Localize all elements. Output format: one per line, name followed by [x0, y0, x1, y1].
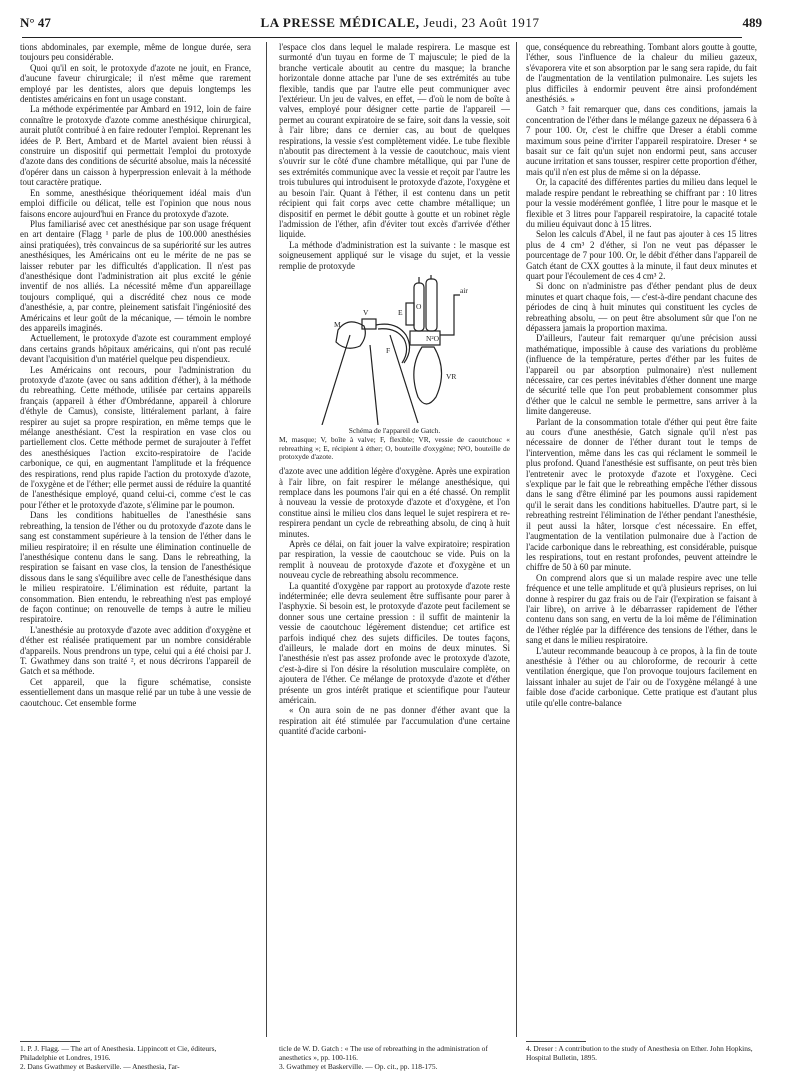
issue-number: N° 47 [20, 15, 51, 30]
issue-date: Jeudi, 23 Août 1917 [423, 15, 540, 30]
paragraph: Quoi qu'il en soit, le protoxyde d'azote ne jouit, en France, d'aucune faveur chirurgicale; il n'est même que rarement employé par les dentistes, alors que depuis longtemps les dentistes américains en font un usage constant. [20, 62, 251, 105]
footnote-rule [20, 1041, 80, 1042]
paragraph: L'anesthésie au protoxyde d'azote avec addition d'oxygène et d'éther est réalisée pratiquement par un nombre considérable d'appareils. Nous prendrons un type, celui qui a été choisi par J. T. Gwathmey dans son traité ², et nous décrirons l'appareil de Gatch et sa méthode. [20, 624, 251, 677]
column-right [526, 42, 757, 1037]
journal-title: LA PRESSE MÉDICALE, [260, 15, 420, 30]
footnote: 3. Gwathmey et Baskerville. — Op. cit., pp. 118-175. [279, 1062, 438, 1071]
footnote: ticle de W. D. Gatch : « The use of rebreathing in the administration of anesthetics », pp. 100-116. [279, 1044, 488, 1062]
paragraph: Si donc on n'administre pas d'éther pendant plus de deux minutes et quart chaque fois, — c'est-à-dire pendant chacune des périodes de cinq à huit minutes qui constituent les cycles de rebreathing absolu, — on peut être absolument sûr que l'on ne dépassera jamais la proportion maxima. [526, 281, 757, 333]
footnotes-right [526, 1044, 757, 1062]
paragraph: « On aura soin de ne pas donner d'éther avant que la respiration ait été stimulée par l'accumulation d'une certaine quantité d'acide carboni- [279, 705, 510, 737]
paragraph: Dans les conditions habituelles de l'anesthésie sans rebreathing, la tension de l'éther ou du protoxyde d'azote dans le sang est constamment supérieure à la tension de l'éther dans le milieu respiratoire; il en résulte une élimination continuelle de l'anesthésique contenu dans le sang. Dans le rebreathing, la respiration se faisant en vase clos, la tension de l'anesthésique dissous dans le sang s'équilibre avec celle de l'anesthésique dans le milieu respiratoire. L'élimination est réduite, partant la consommation. Bien entendu, le rebreathing n'est pas employé de façon continue; on renouvelle de temps à autre le milieu respiratoire. [20, 510, 251, 625]
figure-label: V [362, 307, 368, 317]
paragraph: que, conséquence du rebreathing. Tombant alors goutte à goutte, l'éther, sous l'influence de la chaleur du milieu gazeux, s'évaporera vite et son absorption par le sang sera rapide, du fait de l'augmentation de la ventilation pulmonaire. Les sujets les plus difficiles à endormir peuvent être ainsi profondément anesthésiés. » [526, 42, 757, 105]
header-rule [22, 37, 742, 38]
footnotes-left [20, 1044, 251, 1071]
footnote: 2. Dans Gwathmey et Baskerville. — Anesthesia, l'ar- [20, 1062, 180, 1071]
running-header [0, 15, 800, 37]
figure-label: N²O [425, 333, 439, 343]
paragraph: Cet appareil, que la figure schématise, consiste essentiellement dans un masque relié par un tube à une vessie de caoutchouc. Cet ensemble forme [20, 676, 251, 708]
paragraph: Or, la capacité des différentes parties du milieu dans lequel le malade respire pendant le rebreathing se chiffrant par : 10 litres pour la vessie modérément gonflée, 1 litre pour le masque et le flexible et 3 litres pour l'appareil respiratoire, la capacité totale du milieu équivaut donc à 15 litres. [526, 177, 757, 229]
figure-label: M [333, 319, 341, 329]
paragraph: Selon les calculs d'Abel, il ne faut pas ajouter à ces 15 litres plus de 4 cm³ 2 d'éther, si l'on ne veut pas dépasser le pourcentage de 7 pour 100. Or, le débit d'éther dans l'appareil de Gatch étant de CXX gouttes à la minute, il faut deux minutes et quart pour l'écoulement de ces 4 cm³ 2. [526, 229, 757, 281]
paragraph: On comprend alors que si un malade respire avec une telle fréquence et une telle amplitude et qu'à plusieurs reprises, on lui donne à respirer du gaz frais ou de l'air (l'expiration se faisant à l'air libre), on arrive à le débarrasser rapidement de l'éther contenu dans son sang, en vertu de la loi même de l'élimination de l'éther réglée par la différence des tensions de l'éther, dans le sang et dans le milieu respiratoire. [526, 572, 757, 646]
paragraph: En somme, anesthésique théoriquement idéal mais d'un emploi difficile ou délicat, telle est l'opinion que nous nous faisons encore aujourd'hui en France du protoxyde d'azote. [20, 187, 251, 219]
paragraph: L'auteur recommande beaucoup à ce propos, à la fin de toute anesthésie à l'éther ou au chloroforme, de recourir à cette ventilation énergique, que l'on provoque toujours facilement en laissant inhaler au sujet de l'air ou de l'oxygène mélangé à une faible dose d'acide carbonique. Cette pratique est d'autant plus utile qu'elle contre-balance [526, 645, 757, 708]
paragraph: Après ce délai, on fait jouer la valve expiratoire; respiration par respiration, la vessie de caoutchouc se vide. Puis on la remplit à nouveau de protoxyde d'azote et d'oxygène et un nouveau cycle de rebreathing absolu recommence. [279, 538, 510, 581]
paragraph: Parlant de la consommation totale d'éther qui peut être faite au cours d'une anesthésie, Gatch signale qu'il n'est pas nécessaire de donner de l'éther durant tout le temps de l'intervention, même dans les cas qui réclament le sommeil le plus profond. Quand l'anesthésie est suffisante, on peut très bien l'entretenir avec le protoxyde d'azote et l'oxygène. Ceci s'explique par le fait que le rebreathing empêche l'éther dissous dans le sang d'être éliminé par les poumons aussi rapidement qu'il le serait dans les conditions habituelles. D'autre part, si le rebreathing restreint l'élimination de l'éther pendant l'anesthésie, il peut aussi la hâter, lorsque c'est nécessaire. En effet, l'augmentation de la ventilation pulmonaire due à l'action de l'acide carbonique dans le rebreathing, est considérable, puisque les respirations, tout en restant profondes, peuvent atteindre le chiffre de 50 à 60 par minute. [526, 416, 757, 573]
paragraph: D'ailleurs, l'auteur fait remarquer qu'une précision aussi mathématique, impossible à cause des variations du problème (influence de la température, pertes d'éther par les fuites de l'appareil ou par absorption pulmonaire) n'est nullement nécessaire, car ces pertes inévitables d'éther donnent une marge de sécurité telle que l'on peut probablement consommer plus d'éther que le calcul ne semble le permettre, sans arriver à la limite dangereuse. [526, 333, 757, 417]
paragraph: d'azote avec une addition légère d'oxygène. Après une expiration à l'air libre, on fait respirer le mélange anesthésique, qui remplace dans les poumons l'air qui en a été chassé. On remplit à nouveau la vessie de protoxyde d'azote et d'oxygène, et l'on constitue ainsi le milieu clos dans lequel le sujet respirera et re-respirera pendant un cycle de rebreathing absolu, de cinq à huit minutes. [279, 466, 510, 539]
figure-caption: Schéma de l'appareil de Gatch. [348, 425, 441, 435]
footnote: 4. Dreser : A contribution to the study of Anesthesia on Ether. John Hopkins, Hospital Bulletin, 1895. [526, 1044, 753, 1062]
footnote-rule [526, 1041, 586, 1042]
column-divider [516, 42, 517, 1037]
paragraph: tions abdominales, par exemple, même de longue durée, sera toujours peu considérable. [20, 42, 251, 63]
page-number: 489 [742, 15, 762, 30]
paragraph: La méthode expérimentée par Ambard en 1912, loin de faire connaître le protoxyde d'azote comme anesthésique chirurgical, aurait plutôt contribué à en faire redouter l'emploi. Reprenant les idées de P. Bert, Ambard et de Martel avaient bien réussi à construire un dispositif qui permettait l'emploi du protoxyde d'azote dans des conditions de sécurité absolue, mais la nécessité d'opérer dans un caisson à hyperpression enlevait à la méthode tout caractère pratique. [20, 104, 251, 188]
figure-label: VR [445, 371, 456, 381]
column-divider [266, 42, 267, 1037]
figure-gatch-apparatus [279, 275, 510, 462]
figure-label: E [397, 307, 403, 317]
column-middle [279, 42, 510, 1037]
apparatus-diagram [310, 275, 480, 425]
paragraph: Actuellement, le protoxyde d'azote est couramment employé dans certains grands hôpitaux américains, qui n'ont pas reculé devant l'acquisition d'un matériel quelque peu dispendieux. [20, 333, 251, 365]
figure-legend: M, masque; V, boîte à valve; F, flexible; VR, vessie de caoutchouc « rebreathing »; E, récipient à éther; O, bouteille d'oxygène; N²O, bouteille de protoxyde d'azote. [279, 434, 510, 462]
paragraph: La quantité d'oxygène par rapport au protoxyde d'azote reste indéterminée; elle devra seulement être suffisante pour parer à l'asphyxie. Si besoin est, le protoxyde d'azote peut facilement se donner sous une certaine pression : il suffit de maintenir la vessie de caoutchouc légèrement distendue; cet artifice est parfois indiqué chez des sujets difficiles. De toutes façons, d'ailleurs, le malade dort en moins de deux minutes. Si l'anesthésie n'est pas assez profonde avec le protoxyde d'azote, c'est-à-dire si l'on désire la résolution musculaire complète, on ajoutera de l'éther. Ce mélange de protoxyde d'azote et d'éther présente un gros intérêt pratique et scientifique pour l'auteur américain. [279, 580, 510, 706]
paragraph: Gatch ³ fait remarquer que, dans ces conditions, jamais la concentration de l'éther dans le mélange gazeux ne dépassera 6 à 7 pour 100. Or, c'est le chiffre que Dreser a établi comme maximum sous peine d'irriter l'appareil respiratoire. Dreser ⁴ se basait sur ce fait qu'un sujet non endormi peut, sans accuser aucune irritation et sans tousser, respirer cette proportion d'éther, mais qu'il n'en est plus de même si on la dépasse. [526, 104, 757, 177]
paragraph: La méthode d'administration est la suivante : le masque est soigneusement appliqué sur le visage du sujet, et la vessie remplie de protoxyde [279, 239, 510, 271]
paragraph: l'espace clos dans lequel le malade respirera. Le masque est surmonté d'un tuyau en forme de T majuscule; le pied de la branche verticale aboutit au centre du masque; la branche horizontale donne attache par l'une de ses extrémités au tube flexible, tandis que par l'autre elle peut communiquer avec l'extérieur. Un jeu de valves, en effet, — d'où le nom de boîte à valves, employé pour désigner cette partie de l'appareil — permet au courant expiratoire de se faire, soit dans la vessie, soit à l'air libre; dans ce dernier cas, au bout de quelques respirations, la vessie s'est complètement vidée. Le tube flexible n'aboutit pas directement à la vessie de caoutchouc, mais vient s'ouvrir sur le côté d'une chambre métallique, qui par l'une de ses extrémités communique avec la vessie et reçoit par l'autre les trois tubulures qui introduisent le protoxyde d'azote, l'oxygène et au besoin l'air. Quant à l'éther, il est contenu dans un petit récipient qui fait corps avec cette chambre métallique; un dispositif en permet le débit goutte à goutte et un robinet règle l'admission de l'éther, afin d'éviter tout excès d'arrivée d'éther liquide. [279, 42, 510, 240]
column-left [20, 42, 251, 1037]
paragraph: Les Américains ont recours, pour l'administration du protoxyde d'azote (avec ou sans addition d'éther), à la méthode du rebreathing. Cette méthode, utilisée par certains appareils français (appareil à éther d'Ombrédanne, appareil à chlorure d'éthyle de Camus), consiste, littéralement parlant, à faire respirer au sujet sa propre respiration, en même temps que le mélange anesthésiant. C'est la respiration en vase clos ou partiellement clos. Cette méthode permet de surajouter à l'effet des anesthésiques l'action excito-respiratoire de l'acide carbonique, ce qui, en augmentant l'amplitude et la fréquence des respirations, rend plus rapide l'action du protoxyde d'azote, de l'oxygène et de l'éther; elle permet aussi de réduire la quantité de l'anesthésique employé, quand celui-ci, comme c'est le cas pour l'éther et le protoxyde d'azote, s'élimine par le poumon. [20, 364, 251, 510]
figure-label: F [385, 345, 390, 355]
footnotes-middle [279, 1044, 510, 1071]
paragraph: Plus familiarisé avec cet anesthésique par son usage fréquent en art dentaire (Flagg ¹ parle de plus de 100.000 anesthésies ainsi pratiquées), très convaincus de sa supériorité sur les autres anesthésiques, les Américains ont eu le mérite de ne pas se laisser rebuter par les difficultés d'application. Il n'est pas d'anesthésique dont l'administration ait plus excité le génie inventif de nos alliés. La nécessité même d'un appareillage toujours compliqué, qui a discrédité chez nous ce mode d'anesthésie, a, par contre, pleinement satisfait l'ingéniosité des Américains et leur goût de la mécanique, — témoin le nombre des appareils imaginés. [20, 218, 251, 333]
figure-label: O [415, 301, 421, 311]
footnote: 1. P. J. Flagg. — The art of Anesthesia. Lippincott et Cie, éditeurs, Philadelphie et Londres, 1916. [20, 1044, 217, 1062]
figure-label: air [459, 285, 468, 295]
